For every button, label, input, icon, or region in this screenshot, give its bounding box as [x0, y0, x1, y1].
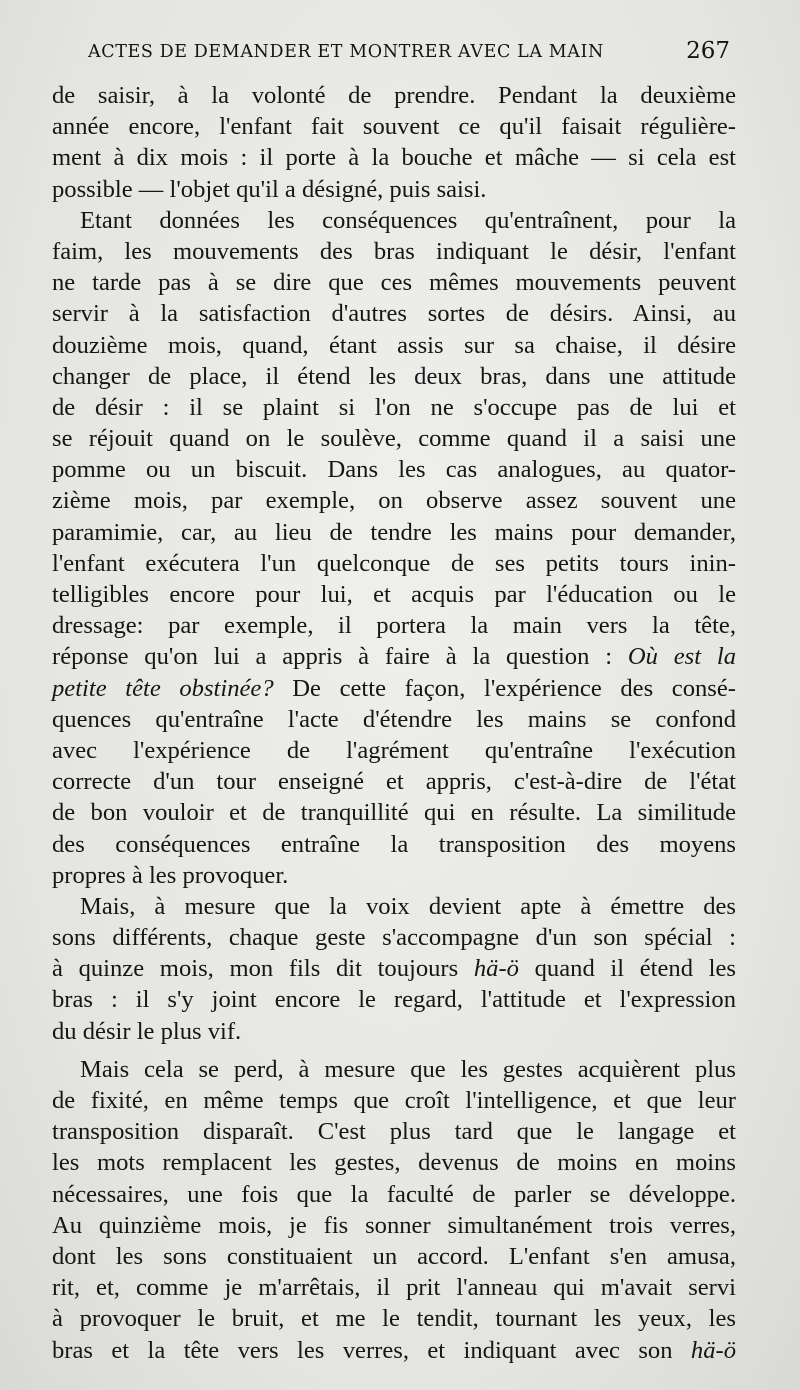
page-number: 267 [686, 38, 730, 64]
text-line: propres à les provoquer. [52, 861, 289, 889]
text-line: servir à la satisfaction d'autres sortes de désirs. Ainsi, au [52, 300, 736, 328]
text-line: de fixité, en même temps que croît l'intelligence, et que leur [52, 1087, 736, 1114]
text-segment: De cette façon, l'expérience des consé- [273, 674, 736, 702]
text-line: correcte d'un tour enseigné et appris, c'est-à-dire de l'état [52, 768, 736, 796]
text-line: quences qu'entraîne l'acte d'étendre les mains se confond [52, 705, 736, 733]
text-line: Mais cela se perd, à mesure que les gestes acquièrent plus [80, 1055, 736, 1083]
text-line: les mots remplacent les gestes, devenus de moins en moins [52, 1149, 736, 1177]
text-line: dont les sons constituaient un accord. L'enfant s'en amusa, [52, 1242, 736, 1270]
text-line: des conséquences entraîne la transposition des moyens [52, 830, 736, 858]
text-line: douzième mois, quand, étant assis sur sa chaise, il désire [52, 331, 736, 359]
text-segment: bras et la tête vers les verres, et indiquant avec son [52, 1336, 691, 1364]
page-header [88, 38, 730, 70]
text-line: zième mois, par exemple, on observe assez souvent une [52, 487, 736, 515]
italic-sound: hä-ö [473, 955, 519, 983]
text-line: dressage: par exemple, il portera la main vers la tête, [52, 612, 736, 640]
text-line: de saisir, à la volonté de prendre. Pendant la deuxième [52, 82, 736, 109]
text-line: de désir : il se plaint si l'on ne s'occupe pas de lui et [52, 393, 736, 421]
text-line: ne tarde pas à se dire que ces mêmes mouvements peuvent [52, 269, 736, 297]
text-line: rit, et, comme je m'arrêtais, il prit l'anneau qui m'avait servi [52, 1274, 736, 1302]
text-line: bras : il s'y joint encore le regard, l'attitude et l'expression [52, 986, 736, 1014]
text-line: sons différents, chaque geste s'accompagne d'un son spécial : [52, 924, 736, 952]
text-line: nécessaires, une fois que la faculté de parler se développe. [52, 1180, 736, 1208]
body-text [52, 80, 736, 1366]
text-line: ment à dix mois : il porte à la bouche et mâche — si cela est [52, 144, 736, 172]
text-line [52, 673, 736, 704]
running-title: ACTES DE DEMANDER ET MONTRER AVEC LA MAIN [88, 42, 604, 62]
text-line: Etant données les conséquences qu'entraînent, pour la [80, 206, 736, 234]
text-line: Au quinzième mois, je fis sonner simultanément trois verres, [52, 1211, 736, 1239]
text-line: de bon vouloir et de tranquillité qui en résulte. La similitude [52, 799, 736, 827]
text-line: l'enfant exécutera l'un quelconque de ses petits tours inin- [52, 549, 736, 577]
text-line: Mais, à mesure que la voix devient apte à émettre des [80, 892, 736, 920]
text-line [52, 641, 736, 672]
text-line: avec l'expérience de l'agrément qu'entraîne l'exécution [52, 736, 736, 764]
text-line: année encore, l'enfant fait souvent ce qu'il faisait régulière- [52, 113, 736, 141]
text-segment: à quinze mois, mon fils dit toujours [52, 955, 474, 983]
text-line [52, 953, 736, 984]
text-segment: réponse qu'on lui a appris à faire à la question : [52, 643, 628, 671]
text-line [52, 1335, 736, 1366]
text-line: du désir le plus vif. [52, 1017, 242, 1045]
paragraph-gap [52, 1047, 736, 1054]
text-line: possible — l'objet qu'il a désigné, puis saisi. [52, 175, 487, 203]
italic-quote: Où est la [627, 643, 736, 671]
italic-quote: petite tête obstinée? [52, 674, 274, 702]
text-line: changer de place, il étend les deux bras, dans une attitude [52, 362, 736, 390]
text-line: paramimie, car, au lieu de tendre les mains pour demander, [52, 518, 736, 546]
text-line: pomme ou un biscuit. Dans les cas analogues, au quator- [52, 456, 736, 484]
text-line: faim, les mouvements des bras indiquant le désir, l'enfant [52, 237, 736, 265]
text-line: telligibles encore pour lui, et acquis par l'éducation ou le [52, 581, 736, 608]
text-line: transposition disparaît. C'est plus tard que le langage et [52, 1118, 736, 1146]
text-line: se réjouit quand on le soulève, comme quand il a saisi une [52, 425, 736, 453]
text-line: à provoquer le bruit, et me le tendit, tournant les yeux, les [52, 1305, 736, 1333]
text-segment: quand il étend les [518, 955, 736, 983]
italic-sound: hä-ö [690, 1336, 736, 1364]
